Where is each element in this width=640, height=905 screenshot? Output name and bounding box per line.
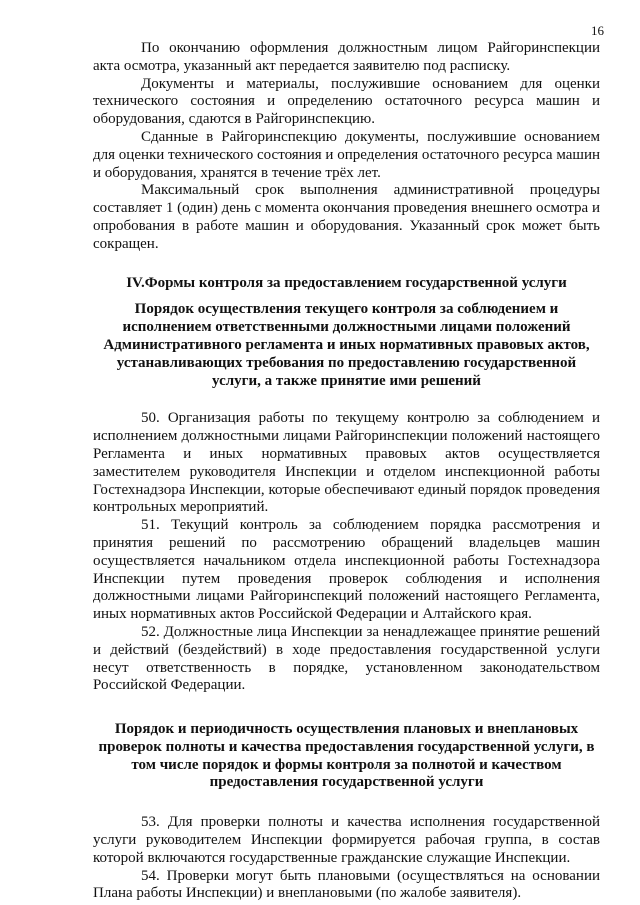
paragraph: 54. Проверки могут быть плановыми (осуществляться на основании Плана работы Инспекции) и внеплановыми (по жалобе заявителя). (93, 867, 600, 902)
paragraph: 53. Для проверки полноты и качества исполнения государственной услуги руководителем Инспекции формируется рабочая группа, в состав которой включаются государственные гражданские служащие Инспекции. (93, 814, 600, 866)
section-heading: IV.Формы контроля за предоставлением государственной услуги (126, 274, 567, 291)
paragraph: 50. Организация работы по текущему контролю за соблюдением и исполнением должностными лицами Райгоринспекции положений настоящего Регламента и иных нормативных правовых актов осуществляется заместителем руководителя Инспекции и отделом инспекционной работы Гостехнадзора Инспекции, которые обеспечивают единый порядок проведения контрольных мероприятий. (93, 410, 600, 516)
paragraph: По окончанию оформления должностным лицом Райгоринспекции акта осмотра, указанный акт передается заявителю под расписку. (93, 40, 600, 74)
subsection-heading: Порядок осуществления текущего контроля за соблюдением и исполнением ответственными должностными лицами положений Административного регламента и иных нормативных правовых актов, устанавливающих требования по предоставлению государственной услуги, а также принятие ими решений (103, 301, 590, 389)
section-middle (93, 410, 600, 695)
section-top (93, 40, 600, 254)
paragraph: 51. Текущий контроль за соблюдением порядка рассмотрения и принятия решений по рассмотрению обращений владельцев машин осуществляется начальником отдела инспекционной работы Гостехнадзора Инспекции путем проведения проверок соблюдения и исполнения должностными лицами Райгоринспекций положений настоящего Регламента, иных нормативных актов Российской Федерации и Алтайского края. (93, 517, 600, 623)
paragraph: 52. Должностные лица Инспекции за ненадлежащее принятие решений и действий (бездействий) в ходе предоставления государственной услуги несут ответственность в порядке, установленном законодательством Российской Федерации. (93, 623, 600, 694)
subsection-heading: Порядок и периодичность осуществления плановых и внеплановых проверок полноты и качества предоставления государственной услуги, в том числе порядок и формы контроля за полнотой и качеством предоставления государственной услуги (98, 721, 595, 791)
page-number: 16 (591, 23, 604, 38)
paragraph: Максимальный срок выполнения административной процедуры составляет 1 (один) день с момента окончания проведения внешнего осмотра и опробования в работе машин и оборудования. Указанный срок может быть сокращен. (93, 182, 600, 252)
paragraph: Сданные в Райгоринспекцию документы, послужившие основанием для оценки технического состояния и определения остаточного ресурса машин и оборудования, хранятся в течение трёх лет. (93, 128, 600, 181)
paragraph: Документы и материалы, послужившие основанием для оценки технического состояния и определению остаточного ресурса машин и оборудования, сдаются в Райгоринспекцию. (93, 75, 600, 128)
section-bottom (93, 814, 600, 903)
